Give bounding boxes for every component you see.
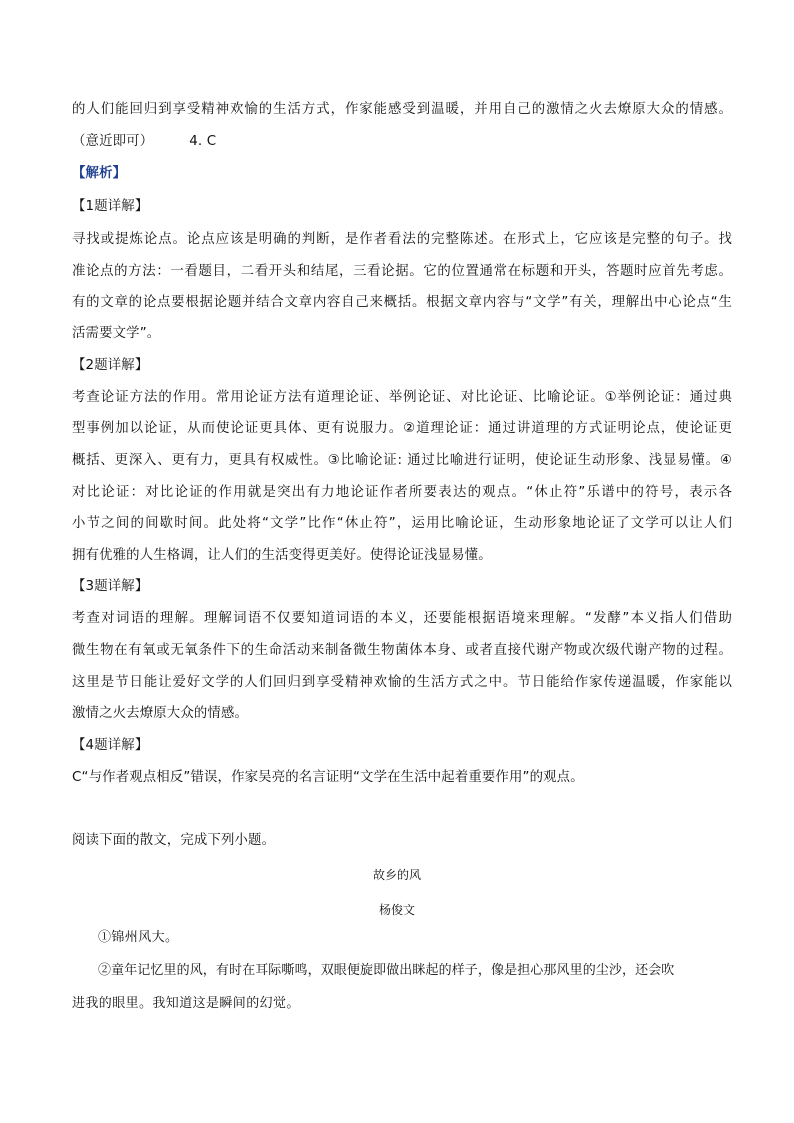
section-1-line: 准论点的方法：一看题目，二看开头和结尾，三看论据。它的位置通常在标题和开头，答题时应首先考虑。 [72,264,732,279]
section-3-line: 激情之火去燎原大众的情感。 [72,706,249,721]
section-2-line: 概括、更深入、更有力，更具有权威性。③比喻论证: 通过比喻进行证明，使论证生动形象、浅显易懂。④ [72,453,732,468]
prev-answer-note: （意近即可） [72,134,154,149]
section-2-line: 型事例加以论证，从而使论证更具体、更有说服力。②道理论证：通过讲道理的方式证明论点，使论证更 [72,421,732,436]
reading-instruction: 阅读下面的散文，完成下列小题。 [72,833,276,848]
section-3-header: 【3题详解】 [72,579,149,594]
section-2-line: 小节之间的间歇时间。此处将“文学”比作“休止符”，运用比喻论证，生动形象地论证了文学可以让人们 [72,516,732,531]
section-1-line: 有的文章的论点要根据论题并结合文章内容自己来概括。根据文章内容与“文学”有关，理解出中心论点“生 [72,295,732,310]
section-4-line: C“与作者观点相反”错误，作家吴亮的名言证明“文学在生活中起着重要作用”的观点。 [72,770,584,785]
section-4-header: 【4题详解】 [72,738,149,753]
essay-paragraph-2-line-2: 进我的眼里。我知道这是瞬间的幻觉。 [72,996,300,1011]
section-2-line: 拥有优雅的人生格调，让人们的生活变得更美好。使得论证浅显易懂。 [72,548,492,563]
section-3-line: 考查对词语的理解。理解词语不仅要知道词语的本义，还要能根据语境来理解。“发酵”本义指人们借助 [72,611,732,626]
section-3-line: 这里是节日能让爱好文学的人们回归到享受精神欢愉的生活方式之中。节日能给作家传递温暖，作家能以 [72,675,732,690]
section-1-header: 【1题详解】 [72,199,149,214]
section-1-line: 活需要文学”。 [72,326,161,341]
essay-author: 杨俊文 [378,903,415,917]
prev-answer-line-2 [72,132,732,152]
analysis-label: 【解析】 [72,166,127,181]
essay-paragraph-1: ①锦州风大。 [98,930,179,945]
section-3-line: 微生物在有氧或无氧条件下的生命活动来制备微生物菌体本身、或者直接代谢产物或次级代谢产物的过程。 [72,643,732,658]
section-2-line: 考查论证方法的作用。常用论证方法有道理论证、举例论证、对比论证、比喻论证。①举例论证：通过典 [72,390,732,405]
prev-answer-line-1: 的人们能回归到享受精神欢愉的生活方式，作家能感受到温暖，并用自己的激情之火去燎原大众的情感。 [72,102,732,117]
section-1-line: 寻找或提炼论点。论点应该是明确的判断，是作者看法的完整陈述。在形式上，它应该是完整的句子。找 [72,232,732,247]
section-2-line: 对比论证：对比论证的作用就是突出有力地论证作者所要表达的观点。“休止符”乐谱中的符号，表示各 [72,485,732,500]
answer-4: 4. C [189,134,217,149]
section-2-header: 【2题详解】 [72,358,149,373]
essay-title: 故乡的风 [372,868,421,882]
essay-paragraph-2-line-1: ②童年记忆里的风，有时在耳际嘶鸣，双眼便旋即做出眯起的样子，像是担心那风里的尘沙，还会吹 [98,963,675,978]
